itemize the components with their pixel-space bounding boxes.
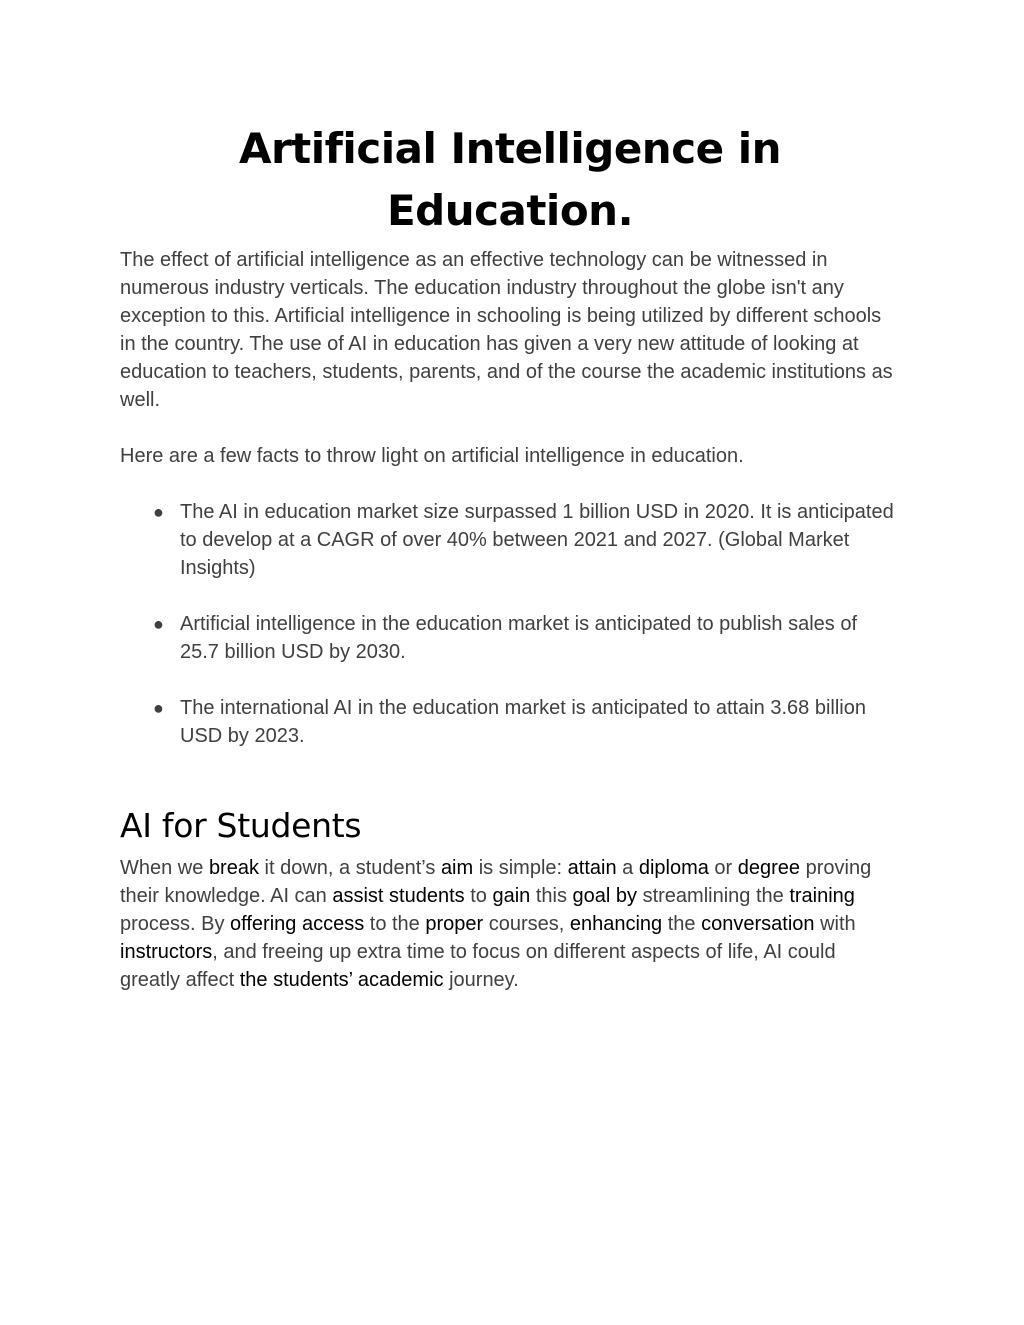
intro-paragraph: The effect of artificial intelligence as an effective technology can be witnessed in numerous industry verticals. The education industry throughout the globe isn't any exception to this. Artificial intelligence in schooling is being utilized by different schools in the country. The use of AI in education has given a very new attitude of looking at education to teachers, students, parents, and of the course the academic institutions as well. — [120, 249, 893, 411]
paragraph-spacer — [120, 414, 900, 442]
keyword: assist students — [332, 885, 465, 907]
text-run: When we — [120, 857, 209, 879]
text-run: courses, — [483, 913, 570, 935]
text-run: a — [616, 857, 639, 879]
text-run: streamlining the — [637, 885, 790, 907]
text-run: , and freeing up extra time to focus on different aspects of life, AI could greatly affect — [120, 941, 836, 991]
keyword: the students’ academic — [239, 969, 444, 991]
text-run: this — [530, 885, 573, 907]
facts-list — [120, 498, 900, 750]
text-run: process. By — [120, 913, 231, 935]
text-run: it down, a student’s — [258, 857, 441, 879]
bullet-icon: ● — [153, 698, 164, 718]
facts-lead-paragraph: Here are a few facts to throw light on artificial intelligence in education. — [120, 445, 744, 467]
text-run: to the — [364, 913, 426, 935]
list-item — [120, 610, 900, 666]
list-item — [120, 694, 900, 750]
text-run: to — [464, 885, 493, 907]
bullet-icon: ● — [153, 502, 164, 522]
keyword: attain — [567, 857, 617, 879]
keyword: goal by — [572, 885, 638, 907]
keyword: break — [208, 857, 259, 879]
keyword: aim — [440, 857, 474, 879]
paragraph-spacer — [120, 470, 900, 498]
list-item-text: The AI in education market size surpassed 1 billion USD in 2020. It is anticipated to develop at a CAGR of over 40% between 2021 and 2027. (Global Market Insights) — [180, 501, 894, 579]
keyword: conversation — [701, 913, 815, 935]
text-run: is simple: — [473, 857, 568, 879]
section-heading: AI for Students — [120, 806, 362, 845]
keyword: degree — [737, 857, 801, 879]
list-item-text: The international AI in the education market is anticipated to attain 3.68 billion USD by 2023. — [180, 697, 866, 747]
text-run: with — [814, 913, 856, 935]
list-item — [120, 498, 900, 582]
text-run: proving their knowledge. AI can — [120, 857, 872, 907]
keyword: training — [789, 885, 855, 907]
keyword: gain — [492, 885, 531, 907]
bullet-icon: ● — [153, 614, 164, 634]
students-paragraph — [120, 854, 900, 994]
document-title: Artificial Intelligence in Education. — [238, 124, 782, 235]
list-item-text: Artificial intelligence in the education market is anticipated to publish sales of 25.7 billion USD by 2030. — [180, 613, 858, 663]
document-page — [120, 118, 900, 994]
text-run: the — [662, 913, 702, 935]
keyword: diploma — [638, 857, 709, 879]
keyword: offering access — [230, 913, 365, 935]
keyword: instructors — [120, 941, 213, 963]
text-run: or — [708, 857, 738, 879]
keyword: enhancing — [569, 913, 663, 935]
keyword: proper — [425, 913, 484, 935]
text-run: journey. — [443, 969, 519, 991]
